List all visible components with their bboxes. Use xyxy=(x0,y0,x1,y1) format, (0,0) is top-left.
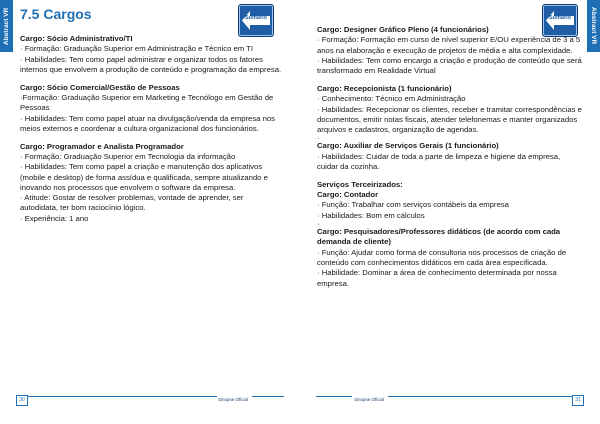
role-line: · Formação: Graduação Superior em Administração e Técnico em TI xyxy=(20,44,254,54)
role-title: Cargo: Designer Gráfico Pleno (4 funcionários) xyxy=(317,25,489,34)
role-block xyxy=(317,141,583,172)
role-title: Cargo: Programador e Analista Programador xyxy=(20,141,184,151)
role-line: · Formação: Formação em curso de nível superior E/OU experiência de 3 a 5 anos na elaboração e execução de projetos de média e alta complexidade. xyxy=(317,35,581,55)
edge-tab-right xyxy=(587,0,600,52)
footer-label: Sinopse Oficial xyxy=(218,397,249,402)
bullet-marker: · xyxy=(317,133,320,143)
summary-button-left[interactable] xyxy=(238,4,274,37)
edge-label: Abstract VR xyxy=(3,7,10,45)
footer-rule xyxy=(316,396,352,405)
role-title: Cargo: Sócio Comercial/Gestão de Pessoas xyxy=(20,82,180,92)
bullet-marker: · xyxy=(317,219,320,229)
role-line: · Habilidade: Dominar a área de conhecimento determinada por nossa empresa. xyxy=(317,268,557,288)
role-block xyxy=(317,180,583,227)
footer-rule xyxy=(27,396,217,405)
role-block xyxy=(20,83,282,134)
left-content xyxy=(20,34,282,232)
role-line: · Habilidades: Recepcionar os clientes, receber e tramitar correspondências e documentos, emitir notas fiscais, atender telefonemas e manter organizados arquivos e cadastros, organização de agendas. xyxy=(317,104,582,135)
role-line: · Conhecimento: Técnico em Administração xyxy=(317,94,466,104)
role-title: Cargo: Sócio Administrativo/TI xyxy=(20,34,133,43)
role-title: Cargo: Contador xyxy=(317,190,379,200)
role-block xyxy=(20,34,282,75)
edge-label: Abstract VR xyxy=(590,7,597,45)
role-line: · Habilidades: Tem como papel atuar na divulgação/venda da empresa nos meios externos e coordenar a cultura organizacional dos funcionários. xyxy=(20,113,275,133)
summary-button-label: Sumário xyxy=(245,15,268,21)
role-block xyxy=(317,25,583,76)
role-title: Cargo: Pesquisadores/Professores didáticos (de acordo com cada demanda de cliente) xyxy=(317,227,561,247)
role-line: · Função: Ajudar como forma de consultoria nos processos de criação de conteúdo com conhecimentos didáticos em cada área especificada. xyxy=(317,247,567,267)
role-block xyxy=(20,142,282,224)
role-block xyxy=(317,84,583,141)
footer-rule xyxy=(252,396,284,405)
edge-tab-left xyxy=(0,0,13,52)
section-title: 7.5 Cargos xyxy=(20,6,92,22)
footer-rule xyxy=(388,396,572,405)
right-content xyxy=(317,25,583,296)
page-number: 30 xyxy=(16,395,28,406)
role-title: Cargo: Auxiliar de Serviços Gerais (1 funcionário) xyxy=(317,141,499,151)
role-line: · Habilidades: Cuidar de toda a parte de limpeza e higiene da empresa, cuidar da cozinha. xyxy=(317,151,561,172)
role-line: · Atitude: Gostar de resolver problemas, vontade de aprender, ser autodidata, ter bom raciocínio lógico. xyxy=(20,193,244,213)
role-line: · Função: Trabalhar com serviços contábeis da empresa xyxy=(317,200,509,210)
page-number: 31 xyxy=(572,395,584,406)
role-line: · Habilidades: Tem como papel administrar e organizar todos os fatores internos que envolvem a produção de conteúdo e programação da empresa. xyxy=(20,54,282,74)
footer-left xyxy=(16,396,284,404)
summary-button-label: Sumário xyxy=(549,15,572,21)
role-line: · Habilidades: Tem como encargo a criação e produção de conteúdo que será transformado em Realidade Virtual xyxy=(317,55,582,76)
role-block xyxy=(317,227,583,289)
role-line: · Experiência: 1 ano xyxy=(20,213,89,223)
right-page xyxy=(300,0,600,424)
footer-right xyxy=(316,396,584,404)
subsection-title: Serviços Terceirizados: xyxy=(317,179,403,189)
role-line: · Habilidades: Tem como papel a criação e manutenção dos aplicativos (mobile e desktop) de forma assídua e qualificada, sempre atualizando e inovando nos processos que envolvem o software da empresa. xyxy=(20,162,268,192)
footer-label: Sinopse Oficial xyxy=(354,397,385,402)
role-line: · Formação: Graduação Superior em Tecnologia da informação xyxy=(20,151,236,161)
role-title: Cargo: Recepcionista (1 funcionário) xyxy=(317,83,452,93)
role-line: ·Formação: Graduação Superior em Marketing e Tecnólogo em Gestão de Pessoas xyxy=(20,92,274,113)
role-line: · Habilidades: Bom em cálculos xyxy=(317,210,425,220)
